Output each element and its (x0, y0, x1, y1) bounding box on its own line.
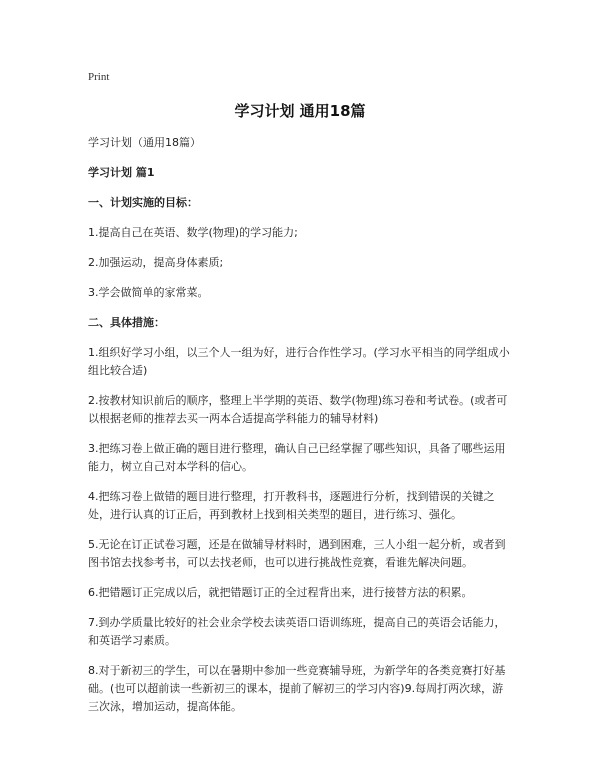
measure-item: 3.把练习卷上做正确的题目进行整理，确认自己已经掌握了哪些知识，具备了哪些运用能力，树立自己对本学科的信心。 (88, 442, 506, 473)
goal-item: 3.学会做简单的家常菜。 (88, 286, 209, 299)
goal-item: 1.提高自己在英语、数学(物理)的学习能力; (88, 226, 298, 239)
document-title: 学习计划 通用18篇 (234, 102, 366, 120)
measure-item: 4.把练习卷上做错的题目进行整理，打开教科书，逐题进行分析，找到错误的关键之处，进行认真的订正后，再到教材上找到相关类型的题目，进行练习、强化。 (88, 490, 495, 521)
measures-heading: 二、具体措施： (88, 316, 165, 329)
measure-item: 1.组织好学习小组，以三个人一组为好，进行合作性学习。(学习水平相当的同学组成小组比较合适) (88, 346, 510, 377)
measure-item: 8.对于新初三的学生，可以在暑期中参加一些竞赛辅导班，为新学年的各类竞赛打好基础。(也可以超前读一些新初三的课本，提前了解初三的学习内容)9.每周打两次球，游三次泳，增加运动，提高体能。 (88, 664, 506, 713)
measure-item: 5.无论在订正试卷习题，还是在做辅导材料时，遇到困难，三人小组一起分析，或者到图书馆去找参考书，可以去找老师，也可以进行挑战性竞赛，看谁先解决问题。 (88, 538, 506, 569)
document-subtitle: 学习计划（通用18篇） (88, 136, 201, 149)
print-label[interactable]: Print (88, 71, 110, 83)
measure-item: 6.把错题订正完成以后，就把错题订正的全过程背出来，进行接替方法的积累。 (88, 586, 473, 599)
measure-item: 7.到办学质量比较好的社会业余学校去读英语口语训练班，提高自己的英语会话能力，和英语学习素质。 (88, 616, 506, 647)
goal-item: 2.加强运动，提高身体素质; (88, 256, 224, 269)
goals-heading: 一、计划实施的目标： (88, 196, 198, 209)
section-title: 学习计划 篇1 (88, 166, 155, 179)
document-body (88, 134, 514, 716)
measure-item: 2.按教材知识前后的顺序，整理上半学期的英语、数学(物理)练习卷和考试卷。(或者可以根据老师的推荐去买一两本合适提高学科能力的辅导材料) (88, 394, 508, 425)
